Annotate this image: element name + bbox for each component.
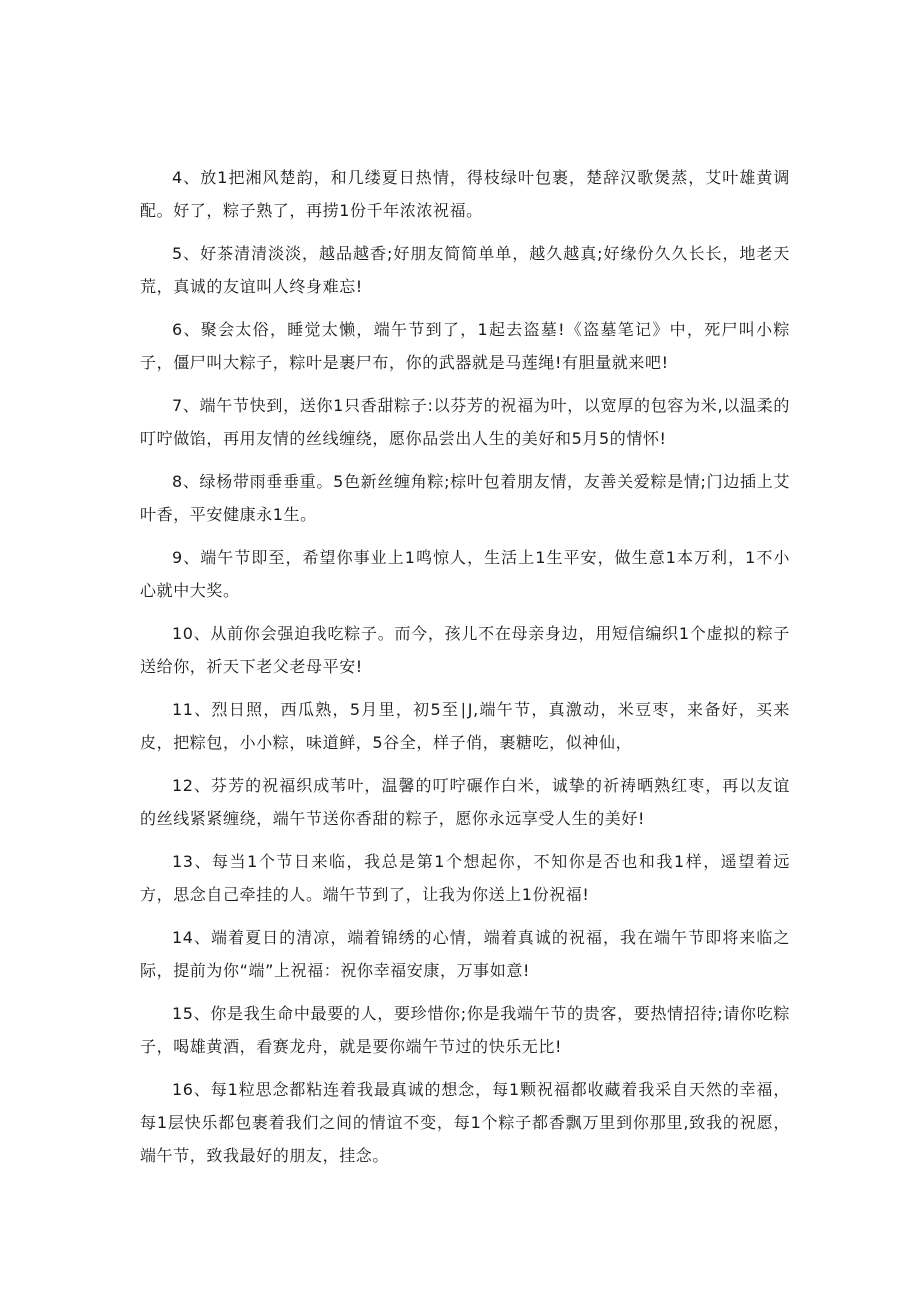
paragraph-10: 10、从前你会强迫我吃粽子。而今，孩儿不在母亲身边，用短信编织1个虚拟的粽子送给你，祈天下老父老母平安!	[140, 624, 790, 676]
paragraph-7: 7、端午节快到，送你1只香甜粽子:以芬芳的祝福为叶，以宽厚的包容为米,以温柔的叮咛做馅，再用友情的丝线缠绕，愿你品尝出人生的美好和5月5的情怀!	[140, 396, 790, 448]
paragraph-4: 4、放1把湘风楚韵，和几缕夏日热情，得枝绿叶包裹，楚辞汉歌煲蒸，艾叶雄黄调配。好了，粽子熟了，再捞1份千年浓浓祝福。	[140, 168, 790, 220]
document-body	[140, 161, 790, 1182]
paragraph-9: 9、端午节即至，希望你事业上1鸣惊人，生活上1生平安，做生意1本万利，1不小心就中大奖。	[140, 548, 790, 600]
paragraph-8: 8、绿杨带雨垂垂重。5色新丝缠角粽;棕叶包着朋友情，友善关爱粽是情;门边插上艾叶香，平安健康永1生。	[140, 472, 790, 524]
paragraph-12: 12、芬芳的祝福织成苇叶，温馨的叮咛碾作白米，诚挚的祈祷晒熟红枣，再以友谊的丝线紧紧缠绕，端午节送你香甜的粽子，愿你永远享受人生的美好!	[140, 776, 790, 828]
paragraph-16: 16、每1粒思念都粘连着我最真诚的想念，每1颗祝福都收藏着我采自天然的幸福，每1层快乐都包裹着我们之间的情谊不变，每1个粽子都香飘万里到你那里,致我的祝愿，端午节，致我最好的朋友，挂念。	[140, 1080, 790, 1165]
paragraph-15: 15、你是我生命中最要的人，要珍惜你;你是我端午节的贵客，要热情招待;请你吃粽子，喝雄黄酒，看赛龙舟，就是要你端午节过的快乐无比!	[140, 1004, 790, 1056]
paragraph-11: 11、烈日照，西瓜熟，5月里，初5至∣J,端午节，真激动，米豆枣，来备好，买来皮，把粽包，小小粽，味道鲜，5谷全，样子俏，裹糖吃，似神仙，	[140, 700, 790, 752]
paragraph-5: 5、好茶清清淡淡，越品越香;好朋友简简单单，越久越真;好缘份久久长长，地老天荒，真诚的友谊叫人终身难忘!	[140, 244, 790, 296]
paragraph-6: 6、聚会太俗，睡觉太懒，端午节到了，1起去盗墓!《盗墓笔记》中，死尸叫小粽子，僵尸叫大粽子，粽叶是裹尸布，你的武器就是马莲绳!有胆量就来吧!	[140, 320, 790, 372]
paragraph-14: 14、端着夏日的清凉，端着锦绣的心情，端着真诚的祝福，我在端午节即将来临之际，提前为你“端”上祝福：祝你幸福安康，万事如意!	[140, 928, 790, 980]
paragraph-13: 13、每当1个节日来临，我总是第1个想起你，不知你是否也和我1样，遥望着远方，思念自己牵挂的人。端午节到了，让我为你送上1份祝福!	[140, 852, 790, 904]
